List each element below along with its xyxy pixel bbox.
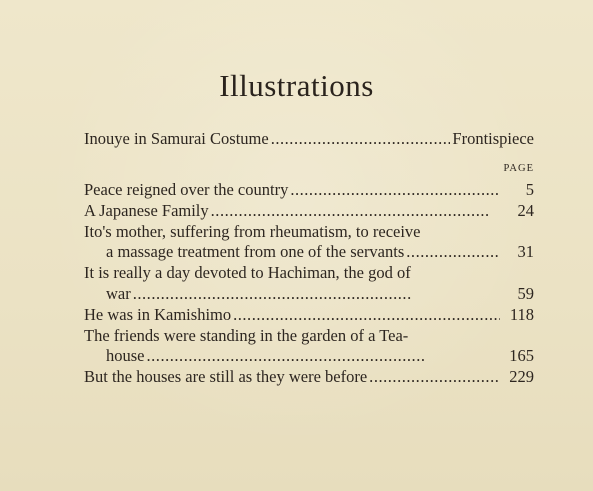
- dot-leader: [290, 180, 500, 201]
- dot-leader: [147, 346, 501, 367]
- page-column-header: PAGE: [503, 163, 534, 174]
- entry-caption: He was in Kamishimo: [84, 304, 232, 324]
- entry-caption-continued: war: [106, 283, 131, 303]
- dot-leader: [211, 201, 500, 222]
- entry-page-number: 31: [517, 242, 534, 262]
- illustration-list: [84, 180, 534, 388]
- list-item: [84, 201, 534, 222]
- entry-page-number: 24: [517, 200, 534, 220]
- dot-leader: [271, 129, 451, 149]
- entry-caption: But the houses are still as they were before: [84, 367, 368, 387]
- dot-leader: [369, 367, 500, 388]
- list-item-line-1: [84, 222, 534, 243]
- list-item-line-1: [84, 326, 534, 347]
- list-item-line-2: [84, 242, 534, 263]
- dot-leader: [406, 242, 500, 263]
- list-item-line-2: [84, 284, 534, 305]
- entry-page-number: 5: [525, 180, 534, 199]
- list-item-line-1: [84, 263, 534, 284]
- entry-caption: A Japanese Family: [84, 200, 209, 220]
- entry-page-number: 118: [509, 304, 534, 324]
- dot-leader: [233, 305, 500, 326]
- entry-caption-continued: a massage treatment from one of the servants: [106, 242, 405, 262]
- entry-page-number: 165: [509, 346, 534, 366]
- entry-caption: Ito's mother, suffering from rheumatism, to receive: [84, 221, 421, 241]
- list-item-line-2: [84, 346, 534, 367]
- list-item: [84, 367, 534, 388]
- entry-page-number: 59: [517, 283, 534, 303]
- entry-caption-continued: house: [106, 346, 145, 366]
- frontispiece-entry: [84, 129, 534, 149]
- list-item: [84, 305, 534, 326]
- entry-caption: It is really a day devoted to Hachiman, the god of: [84, 263, 411, 283]
- page-title: Illustrations: [219, 68, 374, 103]
- frontispiece-location: Frontispiece: [452, 129, 534, 148]
- entry-caption: The friends were standing in the garden of a Tea-: [84, 325, 409, 345]
- dot-leader: [133, 284, 500, 305]
- entry-page-number: 229: [509, 367, 534, 387]
- entry-caption: Peace reigned over the country: [84, 180, 289, 199]
- list-item: [84, 180, 534, 201]
- frontispiece-caption: Inouye in Samurai Costume: [84, 129, 269, 148]
